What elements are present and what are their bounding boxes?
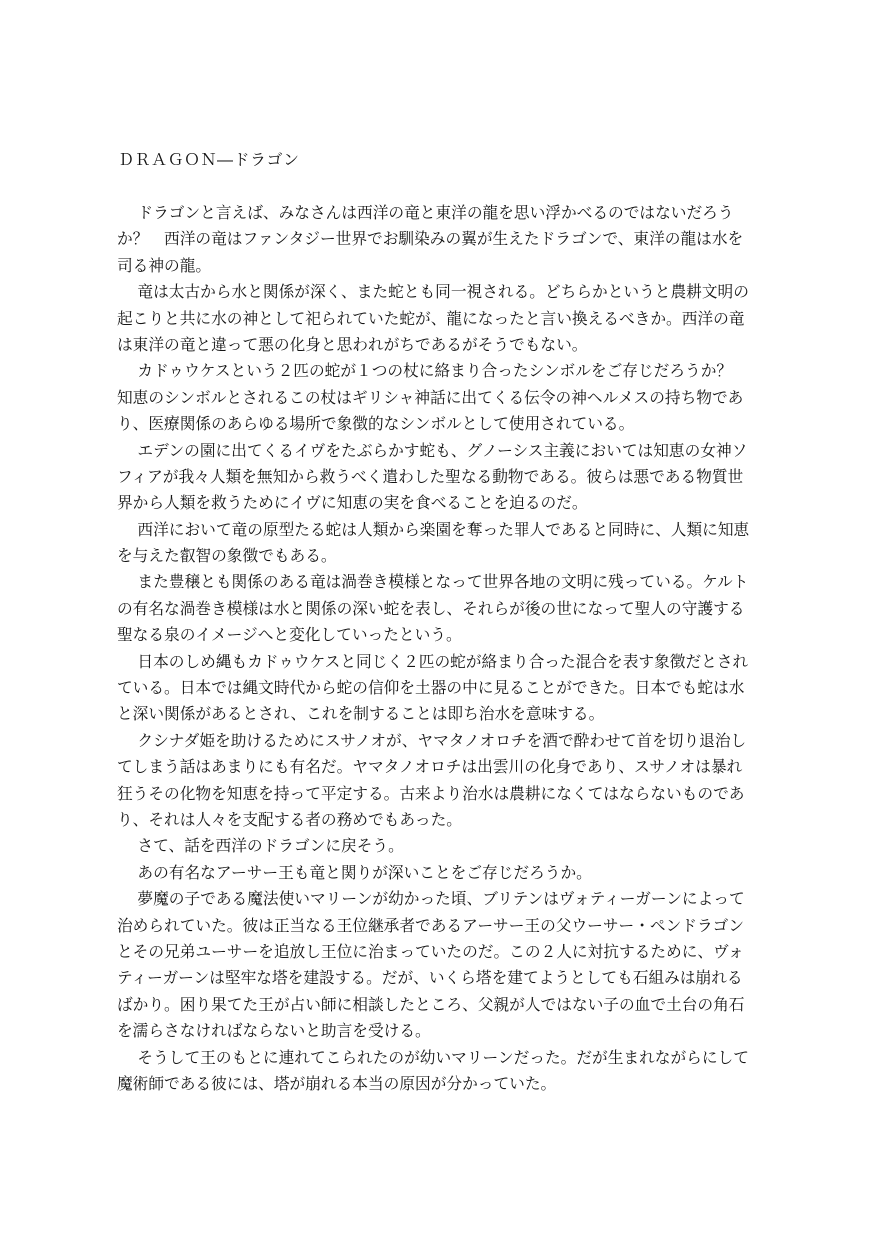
text-line: さて、話を西洋のドラゴンに戻そう。 xyxy=(137,836,404,856)
text-line: ドラゴンと言えば、みなさんは西洋の竜と東洋の龍を思い浮かべるのではないだろう xyxy=(137,203,734,222)
text-line: てしまう話はあまりにも有名だ。ヤマタノオロチは出雲川の化身であり、スサノオは暴れ xyxy=(117,757,743,777)
paragraph xyxy=(117,728,757,834)
text-line: 聖なる泉のイメージへと変化していったという。 xyxy=(117,625,462,645)
text-line: フィアが我々人類を無知から救うべく遣わした聖なる動物である。彼らは悪である物質世 xyxy=(117,466,744,486)
text-line: は東洋の竜と違って悪の化身と思われがちであるがそうでもない。 xyxy=(117,334,588,354)
text-line: 日本のしめ縄もカドゥウケスと同じく２匹の蛇が絡まり合った混合を表す象徴だとされ xyxy=(137,651,749,671)
text-line: とその兄弟ユーサーを追放し王位に治まっていたのだ。この２人に対抗するために、ヴォ xyxy=(117,941,744,961)
text-line: あの有名なアーサー王も竜と関りが深いことをご存じだろうか。 xyxy=(137,862,592,882)
text-line: を濡らさなければならないと助言を受ける。 xyxy=(117,1021,431,1041)
text-line: と深い関係があるとされ、これを制することは即ち治水を意味する。 xyxy=(117,704,605,724)
paragraph xyxy=(117,649,757,728)
text-line: 知恵のシンボルとされるこの杖はギリシャ神話に出てくる伝令の神ヘルメスの持ち物であ xyxy=(117,387,744,407)
text-line: ている。日本では縄文時代から蛇の信仰を土器の中に見ることができた。日本でも蛇は水 xyxy=(117,678,745,698)
paragraph xyxy=(117,279,757,358)
paragraph xyxy=(117,860,757,886)
text-line: 魔術師である彼には、塔が崩れる本当の原因が分かっていた。 xyxy=(117,1073,557,1093)
text-line: を与えた叡智の象徴でもある。 xyxy=(117,546,337,566)
text-line: ティーガーンは堅牢な塔を建設する。だが、いくら塔を建てようとしても石組みは崩れる xyxy=(117,968,743,988)
text-line: 狂うその化物を知恵を持って平定する。古来より治水は農耕になくてはならないものであ xyxy=(117,783,745,803)
text-line: 界から人類を救うためにイヴに知恵の実を食べることを迫るのだ。 xyxy=(117,493,588,513)
text-line: 起こりと共に水の神として祀られていた蛇が、龍になったと言い換えるべきか。西洋の竜 xyxy=(117,308,745,328)
paragraph xyxy=(117,833,757,859)
paragraph xyxy=(117,1045,757,1098)
paragraph xyxy=(117,438,757,517)
text-line: そうして王のもとに連れてこられたのが幼いマリーンだった。だが生まれながらにして xyxy=(137,1047,749,1067)
paragraph xyxy=(117,358,757,437)
text-line: り、それは人々を支配する者の務めでもあった。 xyxy=(117,809,462,829)
text-line: また豊穣とも関係のある竜は渦巻き模様となって世界各地の文明に残っている。ケルト xyxy=(137,572,749,592)
text-line: り、医療関係のあらゆる場所で象徴的なシンボルとして使用されている。 xyxy=(117,414,635,434)
text-line: 治められていた。彼は正当なる王位継承者であるアーサー王の父ウーサー・ペンドラゴン xyxy=(117,915,745,935)
paragraph xyxy=(117,200,757,279)
text-line: エデンの園に出てくるイヴをたぶらかす蛇も、グノーシス主義においては知恵の女神ソ xyxy=(137,440,748,460)
text-line: 司る神の龍。 xyxy=(117,255,212,275)
text-line: クシナダ姫を助けるためにスサノオが、ヤマタノオロチを酒で酔わせて首を切り退治し xyxy=(137,730,747,750)
document-body xyxy=(117,200,757,1097)
text-line: 西洋において竜の原型たる蛇は人類から楽園を奪った罪人であると同時に、人類に知恵 xyxy=(137,519,750,539)
paragraph xyxy=(117,517,757,570)
text-line: ばかり。困り果てた王が占い師に相談したところ、父親が人ではない子の血で土台の角石 xyxy=(117,994,745,1014)
text-line: の有名な渦巻き模様は水と関係の深い蛇を表し、それらが後の世になって聖人の守護する xyxy=(117,598,745,618)
document-title: ＤＲＡＧＯＮ―ドラゴン xyxy=(118,150,300,169)
paragraph xyxy=(117,886,757,1044)
paragraph xyxy=(117,569,757,648)
text-line: か？ 西洋の竜はファンタジー世界でお馴染みの翼が生えたドラゴンで、東洋の龍は水を xyxy=(117,229,744,249)
text-line: 夢魔の子である魔法使いマリーンが幼かった頃、ブリテンはヴォティーガーンによって xyxy=(137,889,745,909)
text-line: 竜は太古から水と関係が深く、また蛇とも同一視される。どちらかというと農耕文明の xyxy=(137,282,749,302)
text-line: カドゥウケスという２匹の蛇が１つの杖に絡まり合ったシンボルをご存じだろうか？ xyxy=(137,361,733,381)
